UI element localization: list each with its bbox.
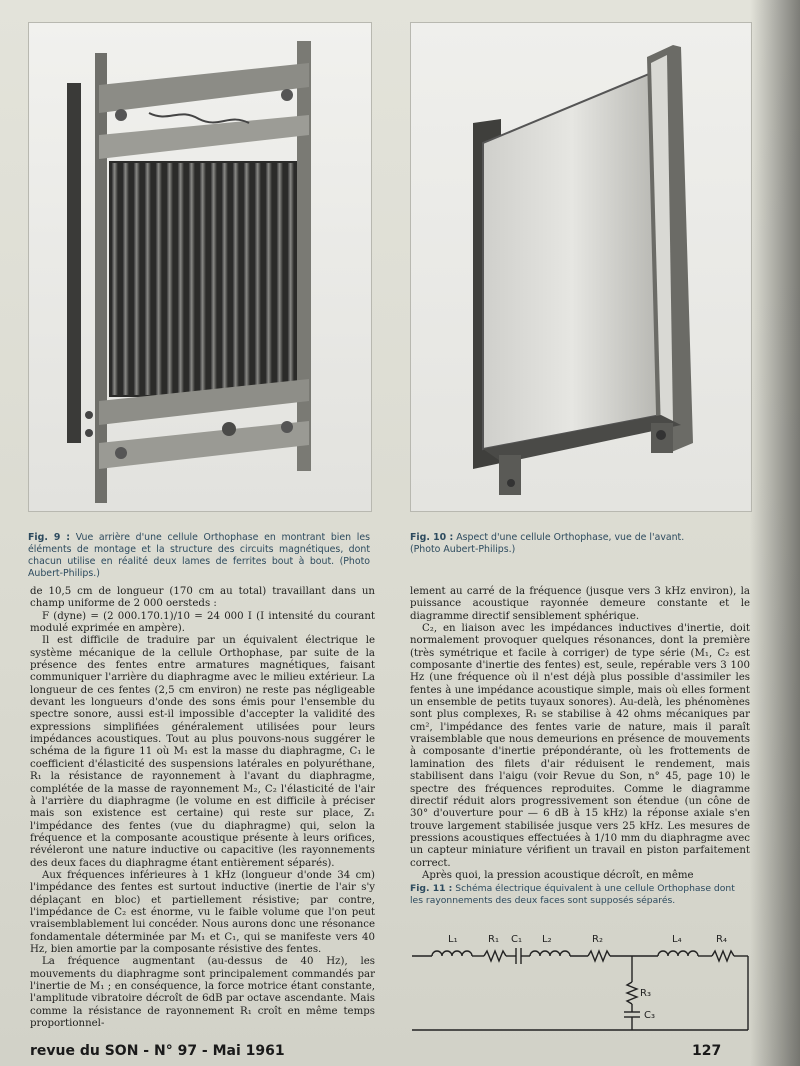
paragraph: Après quoi, la pression acoustique décroît, en même — [422, 869, 694, 881]
label-R4: R₄ — [716, 934, 727, 945]
right-text-column — [410, 586, 750, 906]
magnet-slats — [111, 163, 294, 395]
fig10-credit: (Photo Aubert-Philips.) — [410, 544, 516, 555]
label-C3: C₃ — [644, 1010, 655, 1021]
fig11-circuit-diagram — [412, 928, 752, 1038]
paragraph: de 10,5 cm de longueur (170 cm au total) travaillant dans un champ uniforme de 2 000 oersteds : — [30, 586, 375, 610]
label-R2: R₂ — [592, 934, 603, 945]
fig10-photo — [410, 22, 752, 512]
label-L2: L₂ — [542, 934, 552, 945]
paragraph: C₂, en liaison avec les impédances inductives d'inertie, doit normalement provoquer quelques résonances, dont la première (très symétrique et facile à corriger) de type série (M₁, C₂ est composante d'inertie des fentes) est, seule, repérable vers 3 100 Hz (une fréquence où il n'est déjà plus possible d'assimiler les fentes à une impédance acoustique simple, mais où elles forment un ensemble de petits tuyaux sonores). Au-delà, les phénomènes sont plus complexes, R₁ se stabilise à 42 ohms mécaniques par cm², l'impédance des fentes varie de nature, mais il paraît vraisemblable que nous demeurions en présence de mouvements à composante d'inertie prépondérante, où les frottements de lamination des filets d'air réduisent le rendement, mais stabilisent dans l'aigu (voir Revue du Son, n° 45, page 10) le spectre des fréquences reproduites. Comme le diagramme directif réduit alors progressivement son étendue (un cône de 30° d'ouverture pour — 6 dB à 15 kHz) la réponse axiale s'en trouve largement stabilisée jusque vers 25 kHz. Les mesures de pressions acoustiques effectuées à 1/10 mm du diaphragme avec un capteur miniature vérifient un travail en piston parfaitement correct. — [410, 623, 750, 869]
fig10-caption — [410, 532, 750, 556]
fig9-photo — [28, 22, 372, 512]
paragraph: lement au carré de la fréquence (jusque vers 3 kHz environ), la puissance acoustique rayonnée demeure constante et le diagramme directif sensiblement sphérique. — [410, 586, 750, 622]
binding-shadow — [750, 0, 800, 1066]
formula-paragraph: F (dyne) = (2 000.170.1)/10 = 24 000 I (I intensité du courant modulé exprimée en ampère). — [30, 610, 375, 635]
fig9-label: Fig. 9 : — [28, 532, 71, 543]
fig10-text: Aspect d'une cellule Orthophase, vue de l'avant. — [456, 532, 685, 543]
fig9-caption — [28, 532, 370, 580]
fig11-caption — [410, 883, 750, 906]
paragraph: Il est difficile de traduire par un équivalent électrique le système mécanique de la cellule Orthophase, par suite de la présence des fentes entre armatures magnétiques, faisant communiquer l'arrière du diaphragme avec le milieu extérieur. La longueur de ces fentes (2,5 cm environ) ne reste pas négligeable devant les longueurs d'onde des sons émis pour l'ensemble du spectre sonore, aussi est-il impossible d'accepter la validité des expressions simplifiées généralement utilisées pour leurs impédances acoustiques. Tout au plus pouvons-nous suggérer le schéma de la figure 11 où M₁ est la masse du diaphragme, C₁ le coefficient d'élasticité des suspensions latérales en polyuréthane, R₁ la résistance de rayonnement à l'avant du diaphragme, complétée de la masse de rayonnement M₂, C₂ l'élasticité de l'air à l'arrière du diaphragme (le volume en est difficile à préciser mais son existence est certaine) qui reste sur place, Z₁ l'impédance des fentes (vue du diaphragme) qui, selon la fréquence et la composante acoustique présente à leurs orifices, révéleront une nature inductive ou capacitive (les rayonnements des deux faces du diaphragme étant entièrement séparés). — [30, 635, 375, 869]
footer-publication: revue du SON - N° 97 - Mai 1961 — [30, 1043, 285, 1059]
fig9-text: Vue arrière d'une cellule Orthophase en montrant bien les éléments de montage et la structure des circuits magnétiques, dont chacun utilise en réalité deux lames de ferrites bout à bout. — [28, 532, 371, 567]
fig11-label: Fig. 11 : — [410, 883, 453, 895]
left-text-column — [30, 586, 375, 1030]
label-L1: L₁ — [448, 934, 458, 945]
fig10-label: Fig. 10 : — [410, 532, 454, 543]
page-number: 127 — [692, 1043, 722, 1059]
label-L4: L₄ — [672, 934, 682, 945]
paragraph: La fréquence augmentant (au-dessus de 40 Hz), les mouvements du diaphragme sont principalement commandés par l'inertie de M₁ ; en conséquence, la force motrice étant constante, l'amplitude vibratoire décroît de 6dB par octave ascendante. Mais comme la résistance de rayonnement R₁ croît en même temps proportionnel- — [30, 956, 375, 1030]
paragraph: Aux fréquences inférieures à 1 kHz (longueur d'onde 34 cm) l'impédance des fentes est surtout inductive (inertie de l'air s'y déplaçant en bloc) et partiellement résistive; par contre, l'impédance de C₂ est énorme, vu le faible volume que l'on peut vraisemblablement lui concéder. Nous aurons donc une résonance fondamentale déterminée par M₁ et C₁, qui se manifeste vers 40 Hz, bien amortie par la composante résistive des fentes. — [30, 869, 375, 955]
fig9-credit: (Photo Aubert-Philips.) — [28, 556, 370, 579]
label-C1: C₁ — [511, 934, 522, 945]
label-R1: R₁ — [488, 934, 499, 945]
label-R3: R₃ — [640, 988, 651, 999]
fig11-text: Schéma électrique équivalent à une cellule Orthophase dont les rayonnements des deux faces sont supposés séparés. — [410, 883, 735, 906]
